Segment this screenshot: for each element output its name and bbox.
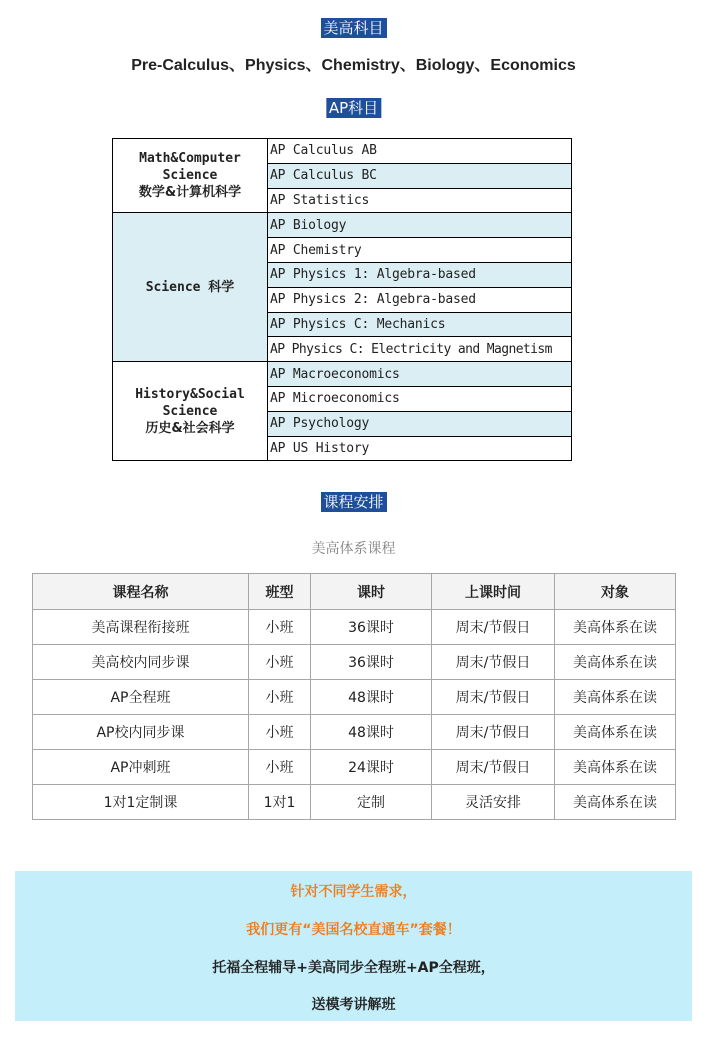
us-subjects-heading: 美高科目 bbox=[320, 18, 386, 38]
table-cell: 小班 bbox=[249, 715, 311, 750]
table-cell: 定制 bbox=[311, 785, 432, 820]
ap-subjects-heading: AP科目 bbox=[326, 98, 381, 118]
table-cell: 美高体系在读 bbox=[555, 645, 676, 680]
course-cell: AP Physics C: Mechanics bbox=[268, 312, 572, 337]
table-header-row bbox=[33, 574, 676, 610]
table-cell: 周末/节假日 bbox=[432, 715, 555, 750]
category-label: Math&Computer bbox=[139, 151, 241, 167]
promo-line-4: 送模考讲解班 bbox=[311, 997, 396, 1013]
course-cell: AP Physics 2: Algebra-based bbox=[268, 287, 572, 312]
course-cell: AP Calculus AB bbox=[268, 139, 572, 164]
category-science bbox=[113, 213, 268, 362]
course-cell: AP Chemistry bbox=[268, 238, 572, 263]
table-cell: 小班 bbox=[249, 750, 311, 785]
course-cell: AP Biology bbox=[268, 213, 572, 238]
table-cell: 小班 bbox=[249, 610, 311, 645]
table-cell: 美高体系在读 bbox=[555, 610, 676, 645]
table-cell: 36课时 bbox=[311, 645, 432, 680]
column-header: 课时 bbox=[311, 574, 432, 610]
promo-line-2: 我们更有“美国名校直通车”套餐！ bbox=[246, 922, 461, 938]
table-cell: 周末/节假日 bbox=[432, 610, 555, 645]
table-row bbox=[33, 610, 676, 645]
course-cell: AP Macroeconomics bbox=[268, 362, 572, 387]
table-cell: 美高体系在读 bbox=[555, 750, 676, 785]
category-history-social bbox=[113, 362, 268, 461]
course-cell: AP Statistics bbox=[268, 188, 572, 213]
course-cell: AP US History bbox=[268, 436, 572, 461]
table-cell: 1对1定制课 bbox=[33, 785, 249, 820]
course-cell: AP Calculus BC bbox=[268, 163, 572, 188]
column-header: 班型 bbox=[249, 574, 311, 610]
table-cell: 周末/节假日 bbox=[432, 750, 555, 785]
table-cell: 灵活安排 bbox=[432, 785, 555, 820]
table-cell: AP全程班 bbox=[33, 680, 249, 715]
promo-line-3: 托福全程辅导+美高同步全程班+AP全程班， bbox=[212, 960, 495, 976]
category-label: History&Social bbox=[135, 386, 245, 402]
table-row bbox=[113, 362, 572, 387]
course-cell: AP Microeconomics bbox=[268, 386, 572, 411]
table-cell: 美高校内同步课 bbox=[33, 645, 249, 680]
course-cell: AP Physics 1: Algebra-based bbox=[268, 262, 572, 287]
column-header: 对象 bbox=[555, 574, 676, 610]
table-row bbox=[33, 680, 676, 715]
schedule-subtitle: 美高体系课程 bbox=[311, 541, 396, 557]
table-cell: 48课时 bbox=[311, 680, 432, 715]
promo-banner bbox=[15, 871, 692, 1021]
table-cell: 美高课程衔接班 bbox=[33, 610, 249, 645]
table-row bbox=[113, 139, 572, 164]
table-cell: 周末/节假日 bbox=[432, 680, 555, 715]
column-header: 上课时间 bbox=[432, 574, 555, 610]
schedule-heading: 课程安排 bbox=[320, 492, 386, 512]
table-cell: 36课时 bbox=[311, 610, 432, 645]
table-cell: 周末/节假日 bbox=[432, 645, 555, 680]
table-cell: 美高体系在读 bbox=[555, 785, 676, 820]
ap-subjects-table bbox=[112, 138, 572, 461]
table-row bbox=[33, 750, 676, 785]
promo-line-1: 针对不同学生需求， bbox=[290, 884, 417, 900]
category-label: Science 科学 bbox=[145, 279, 235, 295]
category-label: Science bbox=[162, 403, 218, 419]
table-row bbox=[113, 213, 572, 238]
category-label-cn: 数学&计算机科学 bbox=[138, 185, 242, 201]
table-cell: AP校内同步课 bbox=[33, 715, 249, 750]
course-cell: AP Psychology bbox=[268, 411, 572, 436]
table-cell: 小班 bbox=[249, 680, 311, 715]
table-cell: 24课时 bbox=[311, 750, 432, 785]
category-label-cn: 历史&社会科学 bbox=[145, 420, 235, 436]
column-header: 课程名称 bbox=[33, 574, 249, 610]
course-cell: AP Physics C: Electricity and Magnetism bbox=[268, 337, 572, 362]
category-math-cs bbox=[113, 139, 268, 213]
table-row bbox=[33, 715, 676, 750]
us-subjects-list: Pre-Calculus、Physics、Chemistry、Biology、Economics bbox=[131, 57, 576, 74]
schedule-table bbox=[32, 573, 676, 820]
table-cell: 48课时 bbox=[311, 715, 432, 750]
table-cell: AP冲刺班 bbox=[33, 750, 249, 785]
table-row bbox=[33, 645, 676, 680]
category-label: Science bbox=[162, 168, 218, 184]
table-cell: 小班 bbox=[249, 645, 311, 680]
table-cell: 美高体系在读 bbox=[555, 715, 676, 750]
table-cell: 美高体系在读 bbox=[555, 680, 676, 715]
table-row bbox=[33, 785, 676, 820]
table-cell: 1对1 bbox=[249, 785, 311, 820]
